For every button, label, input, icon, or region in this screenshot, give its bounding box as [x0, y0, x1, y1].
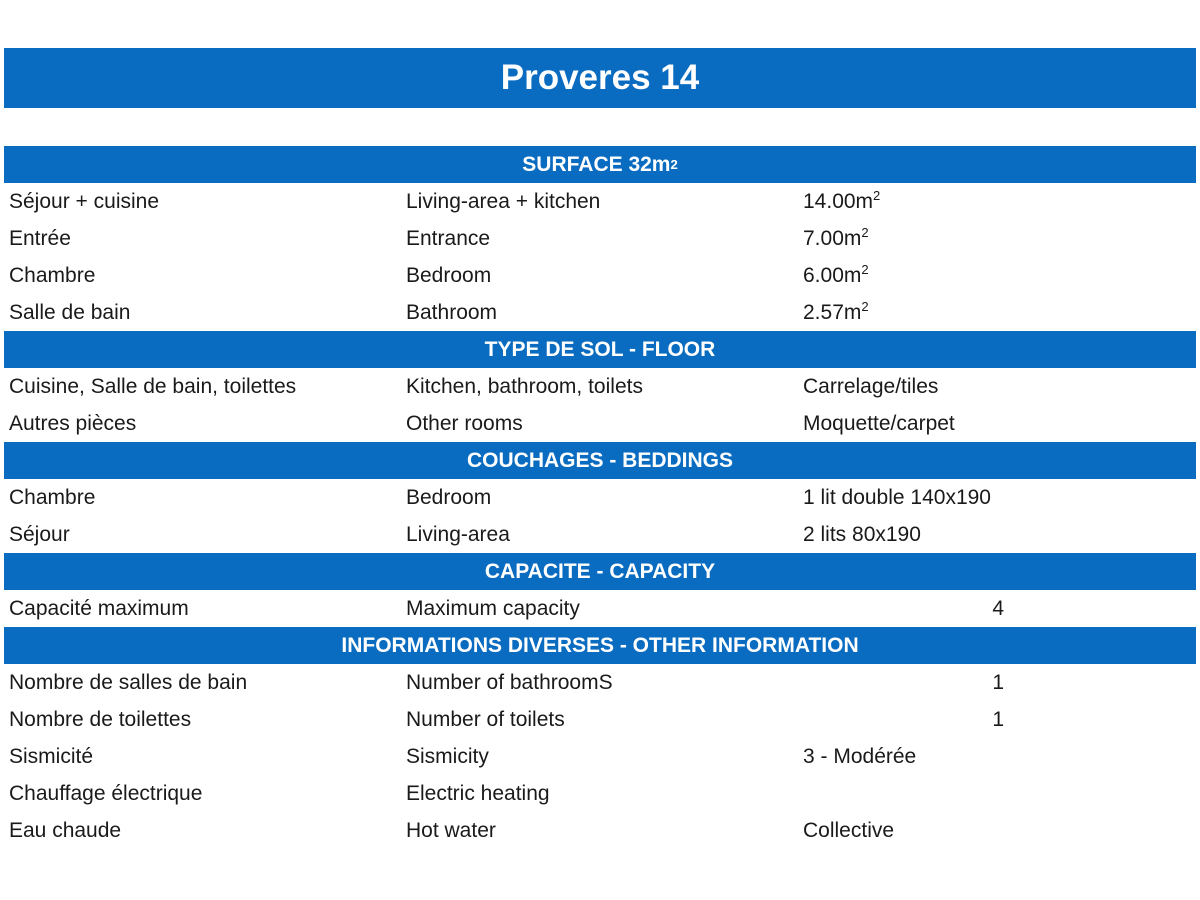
value-cell: 1 lit double 140x190 [803, 485, 991, 509]
french-label: Nombre de salles de bain [9, 670, 248, 694]
section-title: COUCHAGES - BEDDINGS [466, 448, 734, 472]
table-row [4, 220, 1196, 257]
french-label: Sismicité [9, 744, 94, 768]
value-cell: Collective [803, 818, 895, 842]
table-row [4, 738, 1196, 775]
table-row [4, 183, 1196, 220]
section-title: SURFACE 32m [522, 152, 671, 176]
french-label: Eau chaude [9, 818, 122, 842]
info-sheet [4, 146, 1196, 849]
table-row [4, 479, 1196, 516]
english-label: Entrance [406, 226, 491, 250]
value-text: 6.00m [803, 263, 862, 287]
section-header-other-information [4, 627, 1196, 664]
french-label: Séjour [9, 522, 70, 546]
section-title: TYPE DE SOL - FLOOR [484, 337, 716, 361]
english-label: Electric heating [406, 781, 550, 805]
english-label: Number of toilets [406, 707, 565, 731]
value-cell: Carrelage/tiles [803, 374, 939, 398]
english-label: Bedroom [406, 263, 492, 287]
french-label: Entrée [9, 226, 71, 250]
value-text: 7.00m [803, 226, 862, 250]
section-title: CAPACITE - CAPACITY [484, 559, 716, 583]
section-title: INFORMATIONS DIVERSES - OTHER INFORMATION [341, 633, 859, 657]
page-title-bar [4, 48, 1196, 108]
english-label: Other rooms [406, 411, 523, 435]
section-header-surface: SURFACE 32m 2 [4, 146, 1196, 183]
french-label: Capacité maximum [9, 596, 189, 620]
section-header-capacity [4, 553, 1196, 590]
french-label: Chambre [9, 263, 96, 287]
section-header-floor [4, 331, 1196, 368]
french-label: Cuisine, Salle de bain, toilettes [9, 374, 297, 398]
english-label: Living-area + kitchen [406, 189, 601, 213]
value-text: 2.57m [803, 300, 862, 324]
value-superscript: 2 [873, 187, 881, 203]
table-row [4, 368, 1196, 405]
page-title: Proveres 14 [500, 58, 700, 97]
french-label: Nombre de toilettes [9, 707, 192, 731]
value-cell [798, 224, 1196, 251]
french-label: Autres pièces [9, 411, 137, 435]
table-row [4, 294, 1196, 331]
english-label: Living-area [406, 522, 510, 546]
table-row [4, 516, 1196, 553]
english-label: Bathroom [406, 300, 498, 324]
french-label: Séjour + cuisine [9, 189, 160, 213]
value-cell [798, 261, 1196, 288]
table-row [4, 664, 1196, 701]
english-label: Kitchen, bathroom, toilets [406, 374, 643, 398]
table-row [4, 812, 1196, 849]
value-cell: Moquette/carpet [803, 411, 955, 435]
value-cell: 2 lits 80x190 [803, 522, 921, 546]
english-label: Bedroom [406, 485, 492, 509]
value-cell [798, 298, 1196, 325]
section-header-beddings [4, 442, 1196, 479]
english-label: Number of bathroomS [406, 670, 613, 694]
french-label: Chauffage électrique [9, 781, 203, 805]
english-label: Hot water [406, 818, 496, 842]
value-cell: 4 [992, 596, 1004, 620]
value-superscript: 2 [861, 224, 869, 240]
value-superscript: 2 [861, 298, 869, 314]
french-label: Chambre [9, 485, 96, 509]
table-row [4, 405, 1196, 442]
french-label: Salle de bain [9, 300, 131, 324]
value-superscript: 2 [861, 261, 869, 277]
table-row [4, 701, 1196, 738]
table-row [4, 775, 1196, 812]
table-row [4, 257, 1196, 294]
value-cell: 1 [992, 707, 1004, 731]
english-label: Maximum capacity [406, 596, 580, 620]
value-cell [798, 187, 1196, 214]
value-text: 14.00m [803, 189, 874, 213]
table-row [4, 590, 1196, 627]
value-cell: 1 [992, 670, 1004, 694]
english-label: Sismicity [406, 744, 489, 768]
value-cell: 3 - Modérée [803, 744, 917, 768]
